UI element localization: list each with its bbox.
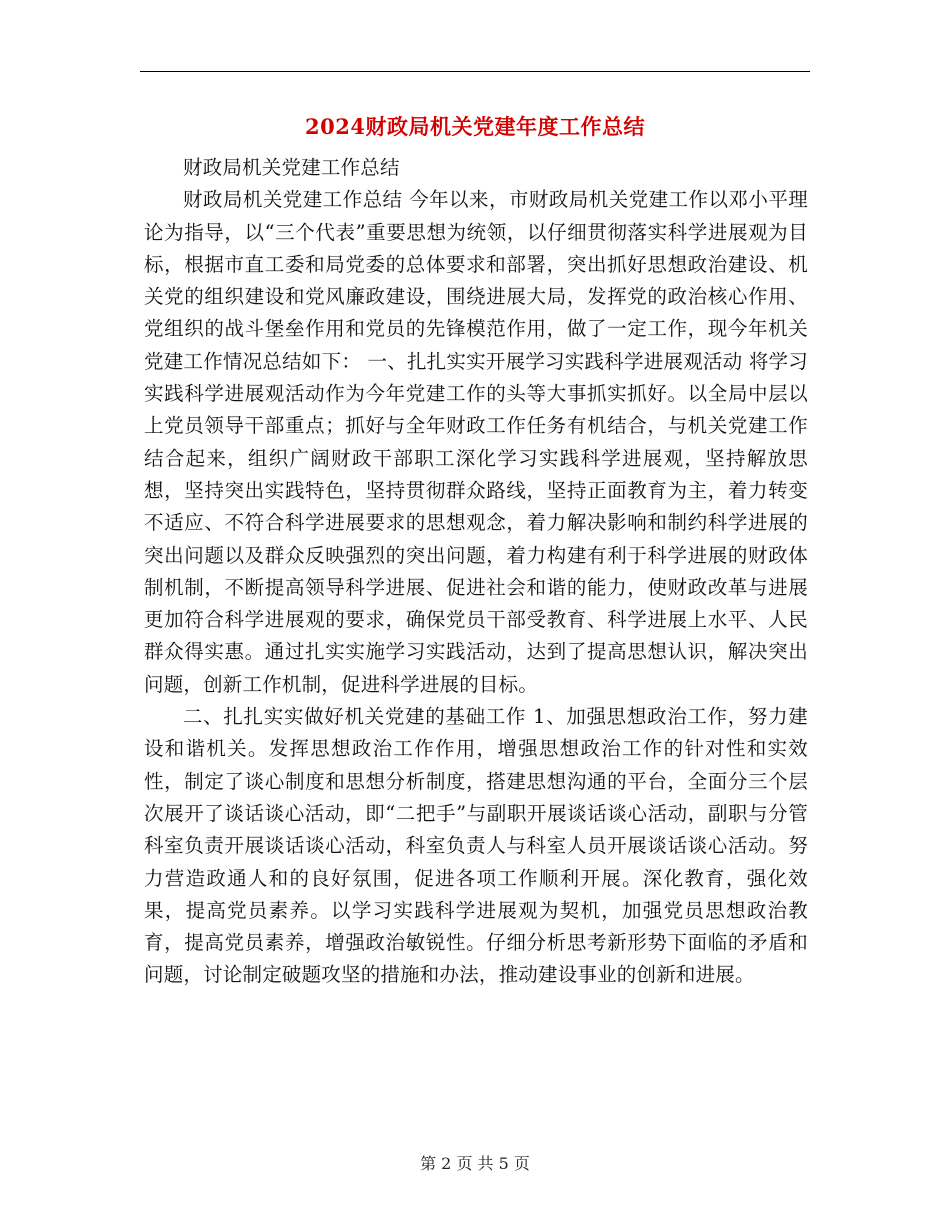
header-rule [140, 71, 810, 72]
document-title: 2024财政局机关党建年度工作总结 [305, 114, 645, 139]
page-number: 第 2 页 共 5 页 [420, 1154, 530, 1173]
paragraph-section-one: 财政局机关党建工作总结 今年以来，市财政局机关党建工作以邓小平理论为指导，以“三个代表”重要思想为统领，以仔细贯彻落实科学进展观为目标，根据市直工委和局党委的总体要求和部署，突出抓好思想政治建设、机关党的组织建设和党风廉政建设，围绕进展大局，发挥党的政治核心作用、党组织的战斗堡垒作用和党员的先锋模范作用，做了一定工作，现今年机关党建工作情况总结如下： 一、扎扎实实开展学习实践科学进展观活动 将学习实践科学进展观活动作为今年党建工作的头等大事抓实抓好。以全局中层以上党员领导干部重点；抓好与全年财政工作任务有机结合，与机关党建工作结合起来，组织广阔财政干部职工深化学习实践科学进展观，坚持解放思想，坚持突出实践特色，坚持贯彻群众路线，坚持正面教育为主，着力转变不适应、不符合科学进展要求的思想观念，着力解决影响和制约科学进展的突出问题以及群众反映强烈的突出问题，着力构建有利于科学进展的财政体制机制，不断提高领导科学进展、促进社会和谐的能力，使财政改革与进展更加符合科学进展观的要求，确保党员干部受教育、科学进展上水平、人民群众得实惠。通过扎实实施学习实践活动，达到了提高思想认识，解决突出问题，创新工作机制，促进科学进展的目标。 [144, 188, 808, 696]
document-body [144, 152, 808, 992]
paragraph-subtitle: 财政局机关党建工作总结 [183, 156, 400, 179]
paragraph-section-two: 二、扎扎实实做好机关党建的基础工作 1、加强思想政治工作，努力建设和谐机关。发挥思想政治工作作用，增强思想政治工作的针对性和实效性，制定了谈心制度和思想分析制度，搭建思想沟通的平台，全面分三个层次展开了谈话谈心活动，即“二把手”与副职开展谈话谈心活动，副职与分管科室负责开展谈话谈心活动，科室负责人与科室人员开展谈话谈心活动。努力营造政通人和的良好氛围，促进各项工作顺利开展。深化教育，强化效果，提高党员素养。以学习实践科学进展观为契机，加强党员思想政治教育，提高党员素养，增强政治敏锐性。仔细分析思考新形势下面临的矛盾和问题，讨论制定破题攻坚的措施和办法，推动建设事业的创新和进展。 [144, 705, 808, 987]
